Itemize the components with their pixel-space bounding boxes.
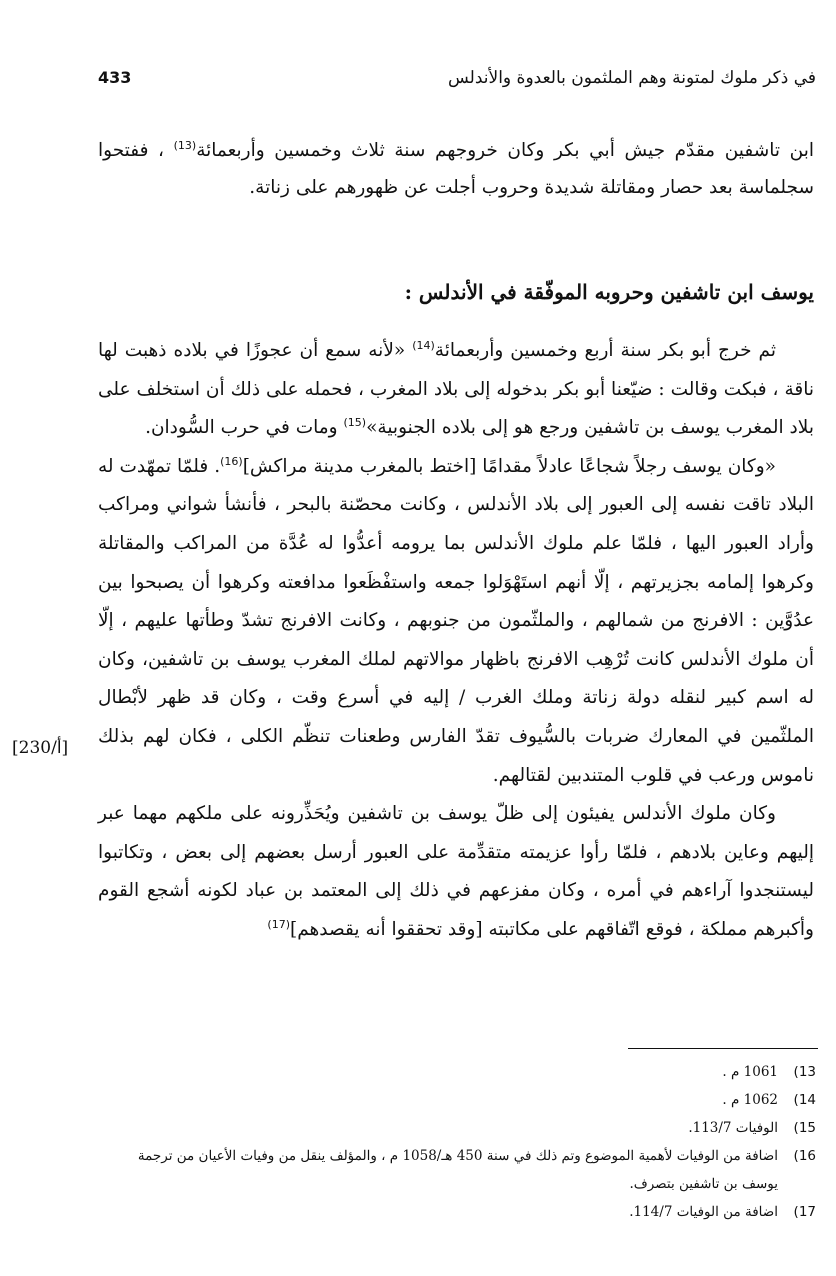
footnote-number: (13 [793, 1064, 816, 1080]
footnote-ref[interactable]: (16) [220, 454, 243, 468]
footnote-text: اضافة من الوفيات 114/7. [629, 1204, 778, 1220]
paragraph-text: ثم خرج أبو بكر سنة أربع وخمسين وأربعمائة [434, 340, 776, 361]
footnote-text: 1062 م . [722, 1092, 778, 1108]
footnote-text: الوفيات 113/7. [688, 1120, 778, 1136]
footnote-number: (14 [793, 1092, 816, 1108]
footnote-ref[interactable]: (15) [343, 416, 367, 430]
footnote-item [98, 1198, 816, 1226]
footnote-number: (16 [793, 1148, 816, 1164]
paragraph-text: ومات في حرب السُّودان. [145, 417, 338, 439]
opening-paragraph [98, 132, 814, 206]
footnote-number: (15 [793, 1120, 816, 1136]
footnote-item [98, 1114, 816, 1142]
page-header [98, 68, 816, 98]
body-paragraph-1 [98, 332, 814, 448]
body-paragraph-2 [98, 448, 814, 795]
footnote-number: (17 [793, 1204, 816, 1220]
footnote-item [98, 1142, 816, 1198]
running-title: في ذكر ملوك لمتونة وهم الملثمون بالعدوة والأندلس [448, 68, 816, 88]
footnotes [98, 1058, 816, 1226]
paragraph-text: ابن تاشفين مقدّم جيش أبي بكر وكان خروجهم سنة ثلاث وخمسين وأربعمائة [196, 140, 814, 161]
footnote-ref[interactable]: (14) [412, 338, 435, 352]
manuscript-folio-note: [230/أ] [12, 738, 69, 758]
body-paragraph-3 [98, 795, 814, 949]
section-heading: يوسف ابن تاشفين وحروبه الموفّقة في الأندلس : [404, 280, 814, 304]
paragraph-text: ، ففتحوا سجلماسة بعد حصار ومقاتلة شديدة وحروب أجلت عن ظهورهم على زناتة. [98, 140, 814, 198]
paragraph-text: وكان ملوك الأندلس يفيئون إلى ظلّ يوسف بن تاشفين ويُحَذِّرونه على ملكهم مهما عبر إليهم وعاين بلادهم ، فلمّا رأوا عزيمته متقدِّمة على العبور أرسل بعضهم إلى بعض ، وتكاتبوا ليستنجدوا آراءهم في أمره ، وكان مفزعهم في ذلك إلى المعتمد بن عباد لكونه أشجع القوم وأكبرهم مملكة ، فوقع اتّفاقهم على مكاتبته [وقد تحققوا أنه يقصدهم] [98, 803, 814, 940]
footnote-item [98, 1086, 816, 1114]
footnote-divider [628, 1048, 818, 1049]
paragraph-text: . فلمّا تمهّدت له البلاد تاقت نفسه إلى العبور إلى بلاد الأندلس ، وكانت محصّنة بالبحر ، فأنشأ شواني ومراكب وأراد العبور اليها ، فلمّا علم ملوك الأندلس بما يرومه أعدُّوا له عُدَّة من المراكب والمقاتلة وكرهوا إلمامه بجزيرتهم ، إلّا أنهم استَهْوَلوا جمعه واستفْظَعوا مدافعته وكرهوا أن يصبحوا بين عدُوَّين : الافرنج من شمالهم ، والملثّمون من جنوبهم ، وكانت الافرنج تشدّ وطأتها عليهم ، إلّا أن ملوك الأندلس كانت تُرْهِب الافرنج باظهار موالاتهم لملك المغرب يوسف بن تاشفين، وكان له اسم كبير لنقله دولة زناتة وملك الغرب / إليه في أسرع وقت ، وكان قد ظهر لأبْطال الملثّمين في المعارك ضربات بالسُّيوف تقدّ الفارس وطعنات تنظّم الكلى ، فكان لهم بذلك ناموس ورعب في قلوب المتندبين لقتالهم. [98, 455, 814, 786]
paragraph-text: «لأنه سمع أن عجوزًا في بلاده ذهبت لها ناقة ، فبكت وقالت : ضيّعنا أبو بكر بدخوله إلى بلاد المغرب ، فحمله على ذلك أن استخلف على بلاد المغرب يوسف بن تاشفين ورجع هو إلى بلاده الجنوبية» [98, 340, 814, 439]
footnote-text: 1061 م . [722, 1064, 778, 1080]
footnote-ref[interactable]: (17) [267, 917, 291, 931]
footnote-text: اضافة من الوفيات لأهمية الموضوع وتم ذلك في سنة 450 هـ/1058 م ، والمؤلف ينقل من وفيات الأعيان من ترجمة يوسف بن تاشفين بتصرف. [137, 1148, 778, 1192]
footnote-ref[interactable]: (13) [173, 138, 197, 152]
footnote-item [98, 1058, 816, 1086]
body-text [98, 332, 814, 950]
page-number: 433 [98, 68, 132, 87]
paragraph-text: «وكان يوسف رجلاً شجاعًا عادلاً مقدامًا [اختط بالمغرب مدينة مراكش] [242, 455, 776, 477]
